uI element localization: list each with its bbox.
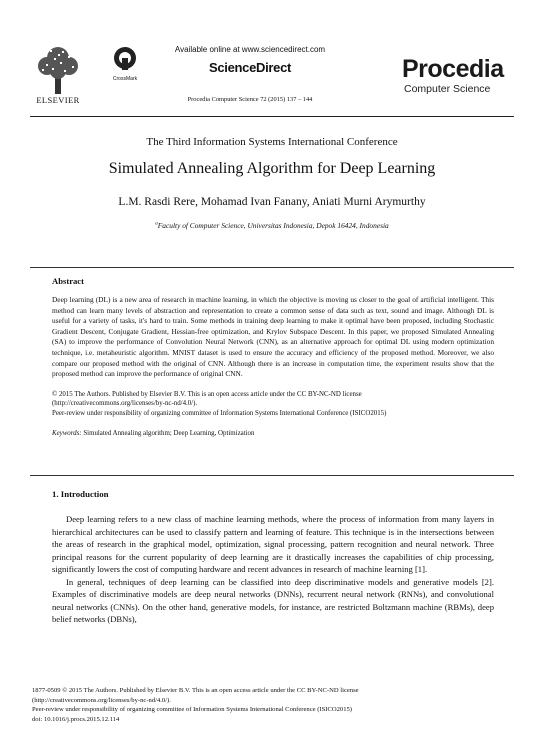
license-link[interactable]: (http://creativecommons.org/licenses/by-nc-nd/4.0/). [52, 400, 198, 408]
author-affiliation [40, 221, 504, 230]
keywords-text: Simulated Annealing algorithm; Deep Learning, Optimization [83, 430, 255, 437]
footer-doi[interactable]: doi: 10.1016/j.procs.2015.12.114 [32, 715, 120, 723]
procedia-wordmark: Procedia [402, 55, 504, 83]
elsevier-wordmark: ELSEVIER [36, 95, 80, 105]
page-footer [32, 686, 512, 724]
abstract-top-divider [30, 267, 514, 268]
keywords [52, 430, 494, 437]
footer-peer-review: Peer-review under responsibility of organizing committee of Information Systems International Conference (ISICO2015) [32, 706, 353, 714]
available-online-link[interactable]: Available online at www.sciencedirect.com [174, 45, 326, 54]
abstract-heading: Abstract [52, 276, 84, 286]
journal-citation: Procedia Computer Science 72 (2015) 137 – 144 [187, 96, 313, 103]
paper-title: Simulated Annealing Algorithm for Deep Learning [108, 160, 436, 177]
conference-name: The Third Information Systems International Conference [146, 136, 398, 148]
introduction-paragraph: Deep learning refers to a new class of machine learning methods, where the process of information from many layers in hierarchical architectures can be used to classify pattern and learning of feature. This technique is in the intersections between the areas of research in the graphical model, optimization, signal processing, pattern recognition and neural network. Three principal reasons for the current popularity of deep learning are it drastically increases the capabilities of chip processing, significantly lowers the cost of computing hardware and recent advances in research of machine learning [1]. [52, 514, 494, 574]
copyright-notice [52, 390, 494, 418]
sciencedirect-wordmark: ScienceDirect [208, 60, 292, 75]
abstract-body: Deep learning (DL) is a new area of research in machine learning, in which the objective is moving us closer to the goal of artificial intelligent. This method can learn many levels of abstraction and representation to create a common sense of data such as text, sound and image. Although DL is useful for a variety of tasks, it's hard to train. Some methods in training deep learning to make it optimal have been proposed, including Stochastic Gradient Descent, Conjugate Gradient, Hessian-free optimization, and Krylov Subspace Descent. In this paper, we proposed Simulated Annealing (SA) to improve the performance of Convolution Neural Network (CNN), as an alternative approach for optimal DL using modern optimization technique, i.e. metaheuristic algorithm. MNIST dataset is used to ensure the accuracy and efficiency of the proposed method. Moreover, we also compare our proposed method with the original of CNN. Although there is an increase in computation time, the experiment results show that the proposed method can improve the performance of original CNN. [52, 295, 494, 379]
crossmark-icon [108, 46, 142, 70]
crossmark-badge[interactable] [108, 46, 142, 82]
keywords-label: Keywords: [52, 430, 82, 437]
footer-license-link[interactable]: (http://creativecommons.org/licenses/by-nc-nd/4.0/). [32, 696, 171, 704]
affiliation-marker: a [155, 221, 158, 227]
header-divider [30, 116, 514, 117]
section-heading-introduction: 1. Introduction [52, 489, 109, 499]
peer-review-line: Peer-review under responsibility of organizing committee of Information Systems International Conference (ISICO2015) [52, 409, 387, 417]
affiliation-text: Faculty of Computer Science, Universitas Indonesia, Depok 16424, Indonesia [157, 221, 389, 230]
introduction-body [52, 513, 494, 626]
paper-authors: L.M. Rasdi Rere, Mohamad Ivan Fanany, Aniati Murni Arymurthy [118, 196, 426, 208]
procedia-subtitle: Computer Science [404, 83, 491, 95]
footer-issn-line: 1877-0509 © 2015 The Authors. Published by Elsevier B.V. This is an open access article under the CC BY-NC-ND license [32, 687, 359, 694]
abstract-bottom-divider [30, 475, 514, 476]
copyright-line: © 2015 The Authors. Published by Elsevier B.V. This is an open access article under the CC BY-NC-ND license [52, 391, 362, 398]
crossmark-label: CrossMark [112, 76, 138, 82]
introduction-paragraph: In general, techniques of deep learning can be classified into deep discriminative models and generative models [2]. Examples of discriminative models are deep neural networks (DNNs), recurrent neural network (RNNs), and convolutional neural networks (CNNs). On the other hand, generative models, for instance, are restricted Boltzmann machine (RBMs), deep belief networks (DBNs), [52, 576, 494, 624]
